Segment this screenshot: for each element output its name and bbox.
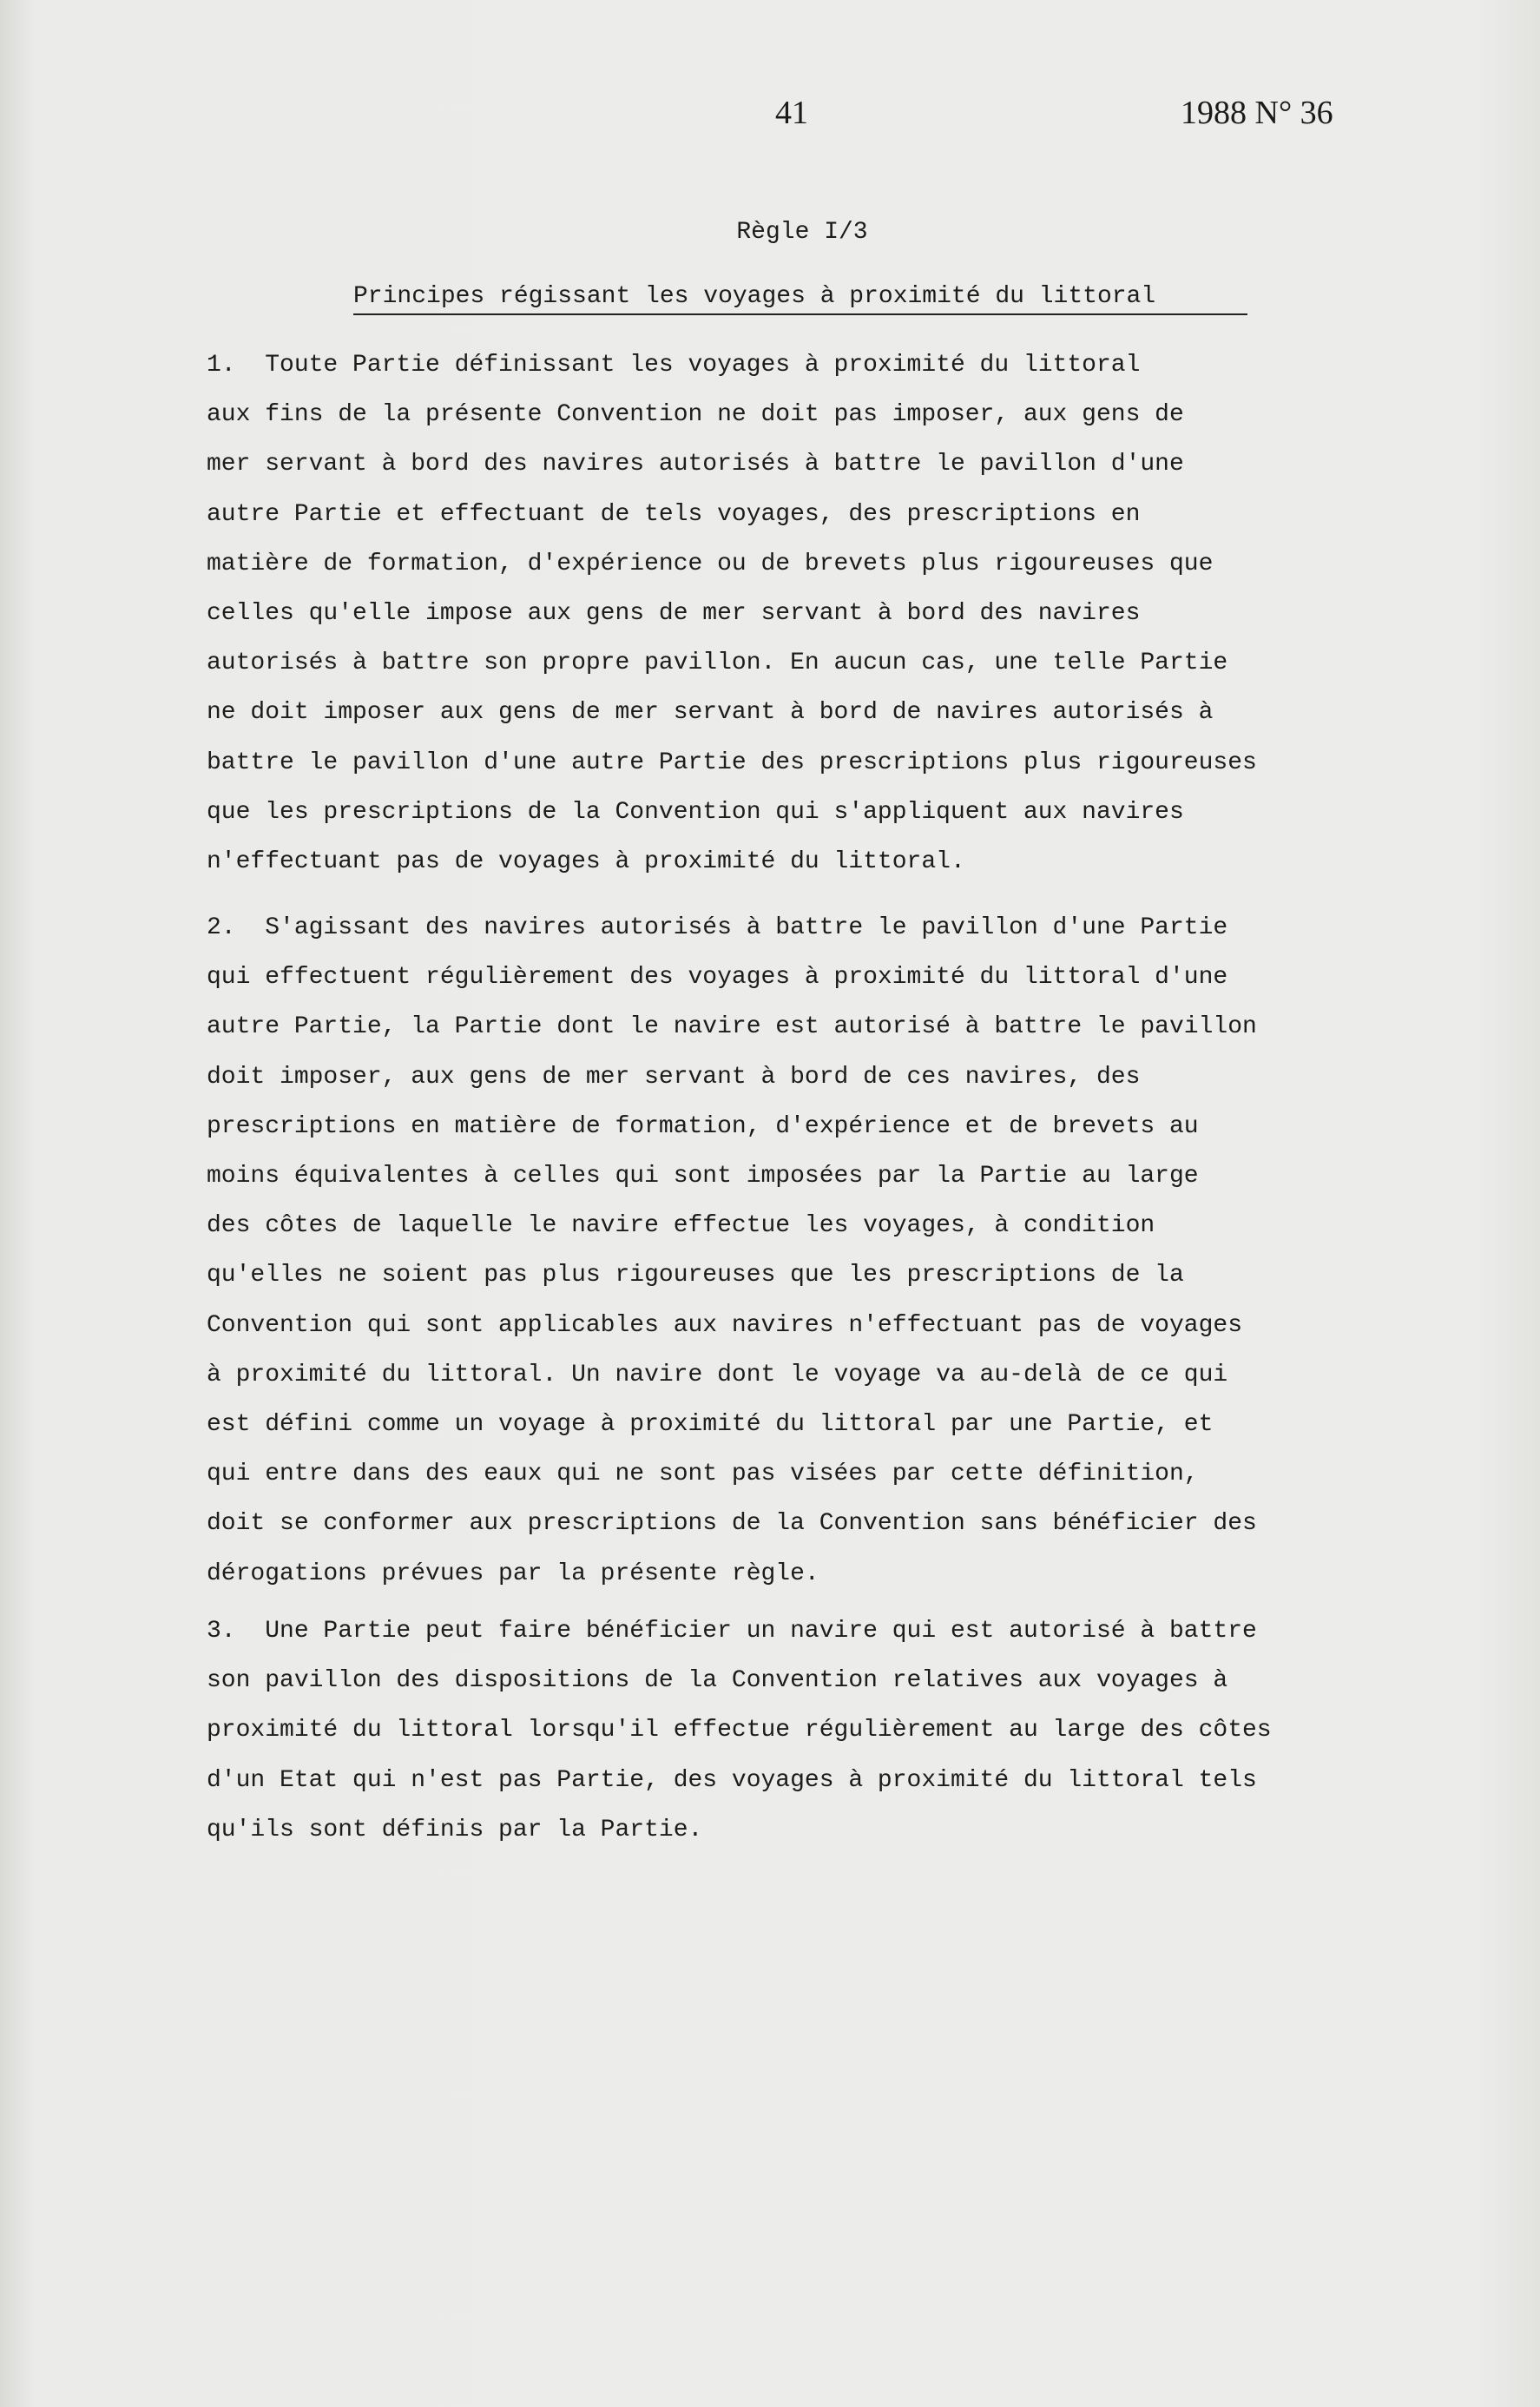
text-line: 2. S'agissant des navires autorisés à battre le pavillon d'une Partie bbox=[207, 914, 1228, 941]
text-line: à proximité du littoral. Un navire dont le voyage va au-delà de ce qui bbox=[207, 1361, 1228, 1388]
text-line: doit imposer, aux gens de mer servant à bord de ces navires, des bbox=[207, 1063, 1141, 1091]
text-line: celles qu'elle impose aux gens de mer servant à bord des navires bbox=[207, 600, 1141, 628]
gazette-reference: 1988 N° 36 bbox=[1181, 95, 1333, 131]
text-line: Convention qui sont applicables aux navires n'effectuant pas de voyages bbox=[207, 1311, 1242, 1339]
text-line: son pavillon des dispositions de la Convention relatives aux voyages à bbox=[207, 1667, 1228, 1695]
paragraph-2 bbox=[207, 903, 1405, 1599]
text-line: n'effectuant pas de voyages à proximité du littoral. bbox=[207, 848, 965, 876]
paragraph-3 bbox=[207, 1606, 1405, 1855]
text-line: proximité du littoral lorsqu'il effectue régulièrement au large des côtes bbox=[207, 1717, 1272, 1744]
rule-title: Règle I/3 bbox=[736, 219, 868, 246]
text-line: autre Partie et effectuant de tels voyages, des prescriptions en bbox=[207, 500, 1141, 528]
page-number: 41 bbox=[775, 95, 808, 131]
text-line: moins équivalentes à celles qui sont imposées par la Partie au large bbox=[207, 1163, 1199, 1190]
text-line: qui entre dans des eaux qui ne sont pas visées par cette définition, bbox=[207, 1461, 1199, 1488]
text-line: prescriptions en matière de formation, d'expérience et de brevets au bbox=[207, 1112, 1199, 1140]
text-line: doit se conformer aux prescriptions de la Convention sans bénéficier des bbox=[207, 1510, 1257, 1538]
text-line: qu'ils sont définis par la Partie. bbox=[207, 1816, 703, 1843]
text-line: qu'elles ne soient pas plus rigoureuses que les prescriptions de la bbox=[207, 1262, 1184, 1289]
text-line: ne doit imposer aux gens de mer servant à bord de navires autorisés à bbox=[207, 699, 1214, 727]
paragraph-1 bbox=[207, 340, 1405, 887]
text-line: mer servant à bord des navires autorisés à battre le pavillon d'une bbox=[207, 451, 1184, 478]
text-line: des côtes de laquelle le navire effectue les voyages, à condition bbox=[207, 1212, 1155, 1240]
text-line: est défini comme un voyage à proximité du littoral par une Partie, et bbox=[207, 1411, 1214, 1439]
text-line: autorisés à battre son propre pavillon. En aucun cas, une telle Partie bbox=[207, 650, 1228, 677]
text-line: aux fins de la présente Convention ne doit pas imposer, aux gens de bbox=[207, 401, 1184, 429]
text-line: que les prescriptions de la Convention qui s'appliquent aux navires bbox=[207, 798, 1184, 826]
text-line: dérogations prévues par la présente règle. bbox=[207, 1560, 819, 1587]
text-line: qui effectuent régulièrement des voyages à proximité du littoral d'une bbox=[207, 964, 1228, 992]
text-line: battre le pavillon d'une autre Partie des prescriptions plus rigoureuses bbox=[207, 748, 1257, 776]
text-line: d'un Etat qui n'est pas Partie, des voyages à proximité du littoral tels bbox=[207, 1766, 1257, 1794]
text-line: matière de formation, d'expérience ou de brevets plus rigoureuses que bbox=[207, 550, 1214, 577]
text-line: autre Partie, la Partie dont le navire est autorisé à battre le pavillon bbox=[207, 1013, 1257, 1041]
rule-subtitle: Principes régissant les voyages à proximité du littoral bbox=[353, 283, 1247, 315]
text-line: 1. Toute Partie définissant les voyages à proximité du littoral bbox=[207, 352, 1141, 379]
text-line: 3. Une Partie peut faire bénéficier un navire qui est autorisé à battre bbox=[207, 1618, 1257, 1645]
